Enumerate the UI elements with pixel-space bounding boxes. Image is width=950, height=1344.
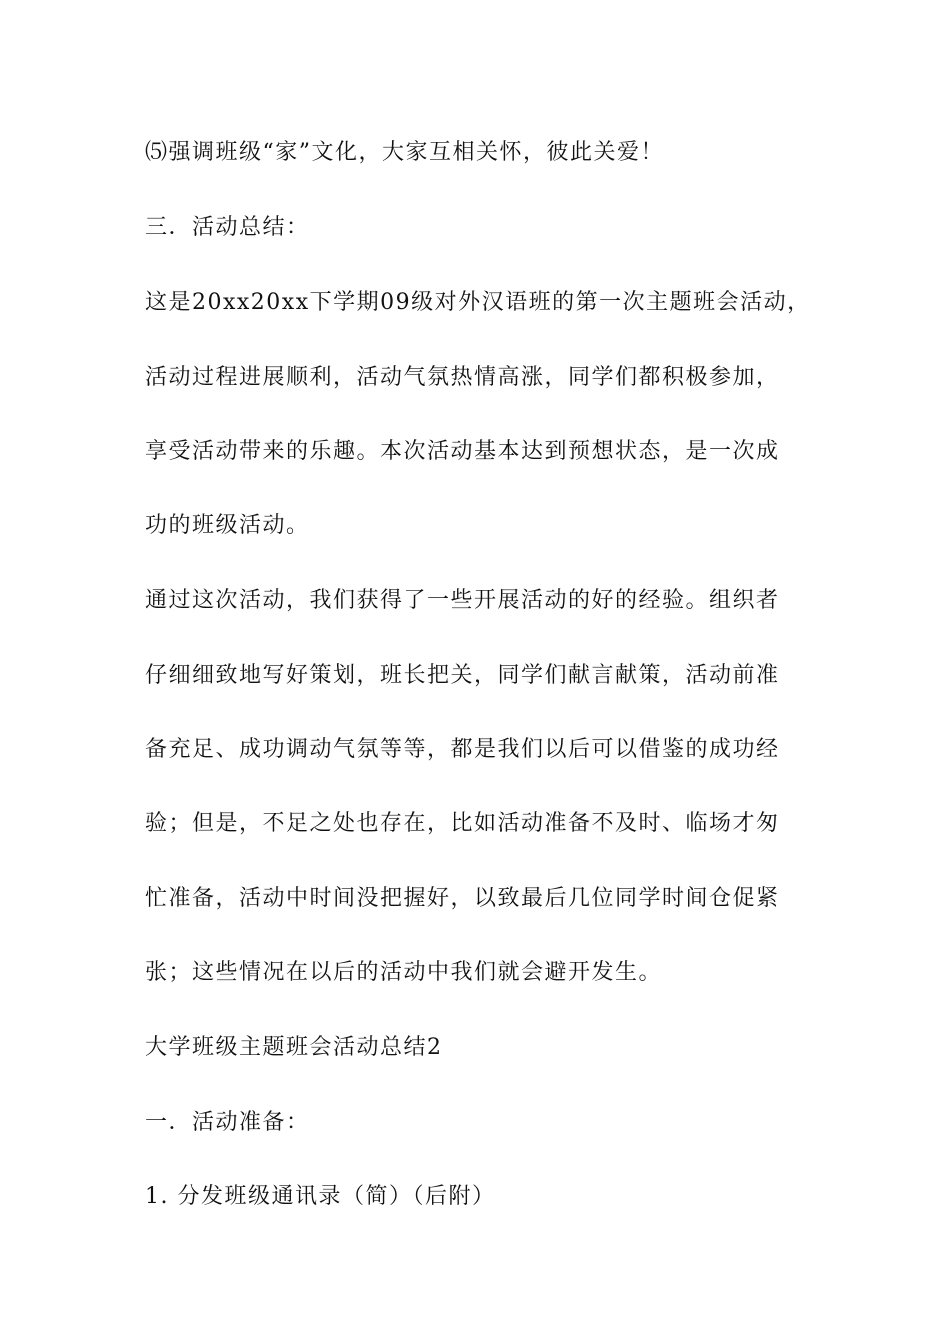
section-heading-activity-summary: 三．活动总结：	[145, 215, 310, 240]
paragraph-line: 张；这些情况在以后的活动中我们就会避开发生。	[145, 960, 663, 985]
paragraph-line: 通过这次活动，我们获得了一些开展活动的好的经验。组织者	[145, 588, 780, 613]
list-item-distribute-contact-list: 1. 分发班级通讯录（简）（后附）	[145, 1184, 496, 1209]
paragraph-line: 仔细细致地写好策划，班长把关，同学们献言献策，活动前准	[145, 663, 780, 688]
paragraph-line: 备充足、成功调动气氛等等，都是我们以后可以借鉴的成功经	[145, 737, 780, 762]
section-heading-activity-preparation: 一．活动准备：	[145, 1110, 310, 1135]
paragraph-line: 验；但是，不足之处也存在，比如活动准备不及时、临场才匆	[145, 811, 780, 836]
paragraph-line: 享受活动带来的乐趣。本次活动基本达到预想状态，是一次成	[145, 439, 780, 464]
paragraph-line: 功的班级活动。	[145, 513, 310, 538]
paragraph-line: 这是20xx20xx下学期09级对外汉语班的第一次主题班会活动，	[145, 290, 811, 315]
document-title-summary-2: 大学班级主题班会活动总结2	[145, 1035, 443, 1060]
list-item-strengthen-home-culture: ⑸强调班级“家”文化，大家互相关怀，彼此关爱！	[145, 140, 664, 165]
paragraph-line: 活动过程进展顺利，活动气氛热情高涨，同学们都积极参加，	[145, 365, 780, 390]
paragraph-line: 忙准备，活动中时间没把握好，以致最后几位同学时间仓促紧	[145, 886, 780, 911]
